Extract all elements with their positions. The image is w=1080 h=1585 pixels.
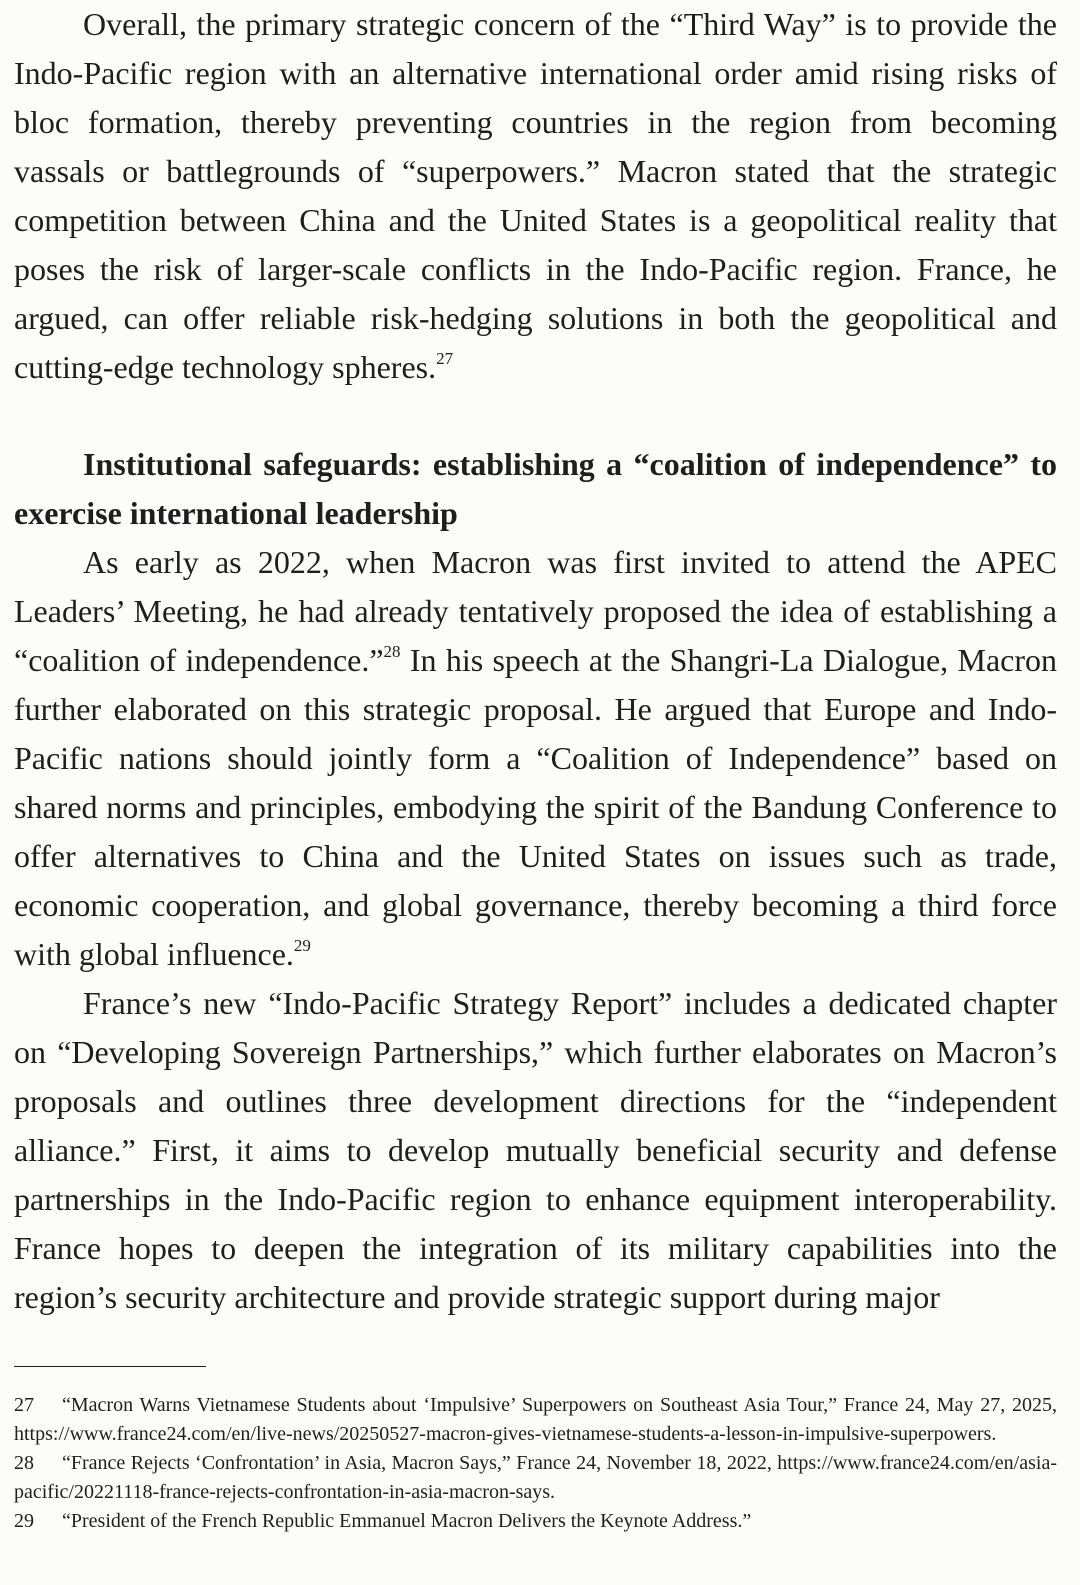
body-paragraph — [14, 979, 1057, 1322]
section-heading: Institutional safeguards: establishing a “coalition of independence” to exercise international leadership — [14, 446, 1057, 531]
paragraph-text: France’s new “Indo-Pacific Strategy Report” includes a dedicated chapter on “Developing Sovereign Partnerships,” which further elaborates on Macron’s proposals and outlines three development directions for the “independent alliance.” First, it aims to develop mutually beneficial security and defense partnerships in the Indo-Pacific region to enhance equipment interoperability. France hopes to deepen the integration of its military capabilities into the region’s security architecture and provide strategic support during major — [14, 985, 1057, 1315]
footnote-text: “Macron Warns Vietnamese Students about ‘Impulsive’ Superpowers on Southeast Asia Tour,” France 24, May 27, 2025, https://www.france24.com/en/live-news/20250527-macron-gives-vietnamese-students-a-lesson-in-impulsive-superpowers. — [14, 1394, 1057, 1445]
footnote-number: 28 — [14, 1452, 34, 1474]
footnote-item — [14, 1391, 1057, 1449]
footnotes — [14, 1391, 1057, 1536]
footnote-text: “France Rejects ‘Confrontation’ in Asia, Macron Says,” France 24, November 18, 2022, https://www.france24.com/en/asia-pacific/20221118-france-rejects-confrontation-in-asia-macron-says. — [14, 1452, 1057, 1503]
footnote-number: 27 — [14, 1394, 34, 1416]
body-paragraph — [14, 538, 1057, 979]
paragraph-text: In his speech at the Shangri-La Dialogue, Macron further elaborated on this strategic proposal. He argued that Europe and Indo-Pacific nations should jointly form a “Coalition of Independence” based on shared norms and principles, embodying the spirit of the Bandung Conference to offer alternatives to China and the United States on issues such as trade, economic cooperation, and global governance, thereby becoming a third force with global influence. — [14, 642, 1057, 972]
footnote-number: 29 — [14, 1510, 34, 1532]
paragraph-text: As early as 2022, when Macron was first invited to attend the APEC Leaders’ Meeting, he had already tentatively proposed the idea of establishing a “coalition of independence.” — [14, 544, 1057, 678]
footnote-item — [14, 1449, 1057, 1507]
footnote-reference[interactable]: 29 — [293, 936, 311, 956]
body-paragraph — [14, 0, 1057, 392]
footnote-item — [14, 1507, 1057, 1536]
footnote-text: “President of the French Republic Emmanuel Macron Delivers the Keynote Address.” — [62, 1510, 752, 1532]
paragraph-text: Overall, the primary strategic concern of the “Third Way” is to provide the Indo-Pacific region with an alternative international order amid rising risks of bloc formation, thereby preventing countries in the region from becoming vassals or battlegrounds of “superpowers.” Macron stated that the strategic competition between China and the United States is a geopolitical reality that poses the risk of larger-scale conflicts in the Indo-Pacific region. France, he argued, can offer reliable risk-hedging solutions in both the geopolitical and cutting-edge technology spheres. — [14, 6, 1057, 385]
footnote-divider — [14, 1366, 206, 1367]
footnote-reference[interactable]: 27 — [436, 349, 454, 369]
footnote-reference[interactable]: 28 — [383, 642, 401, 662]
